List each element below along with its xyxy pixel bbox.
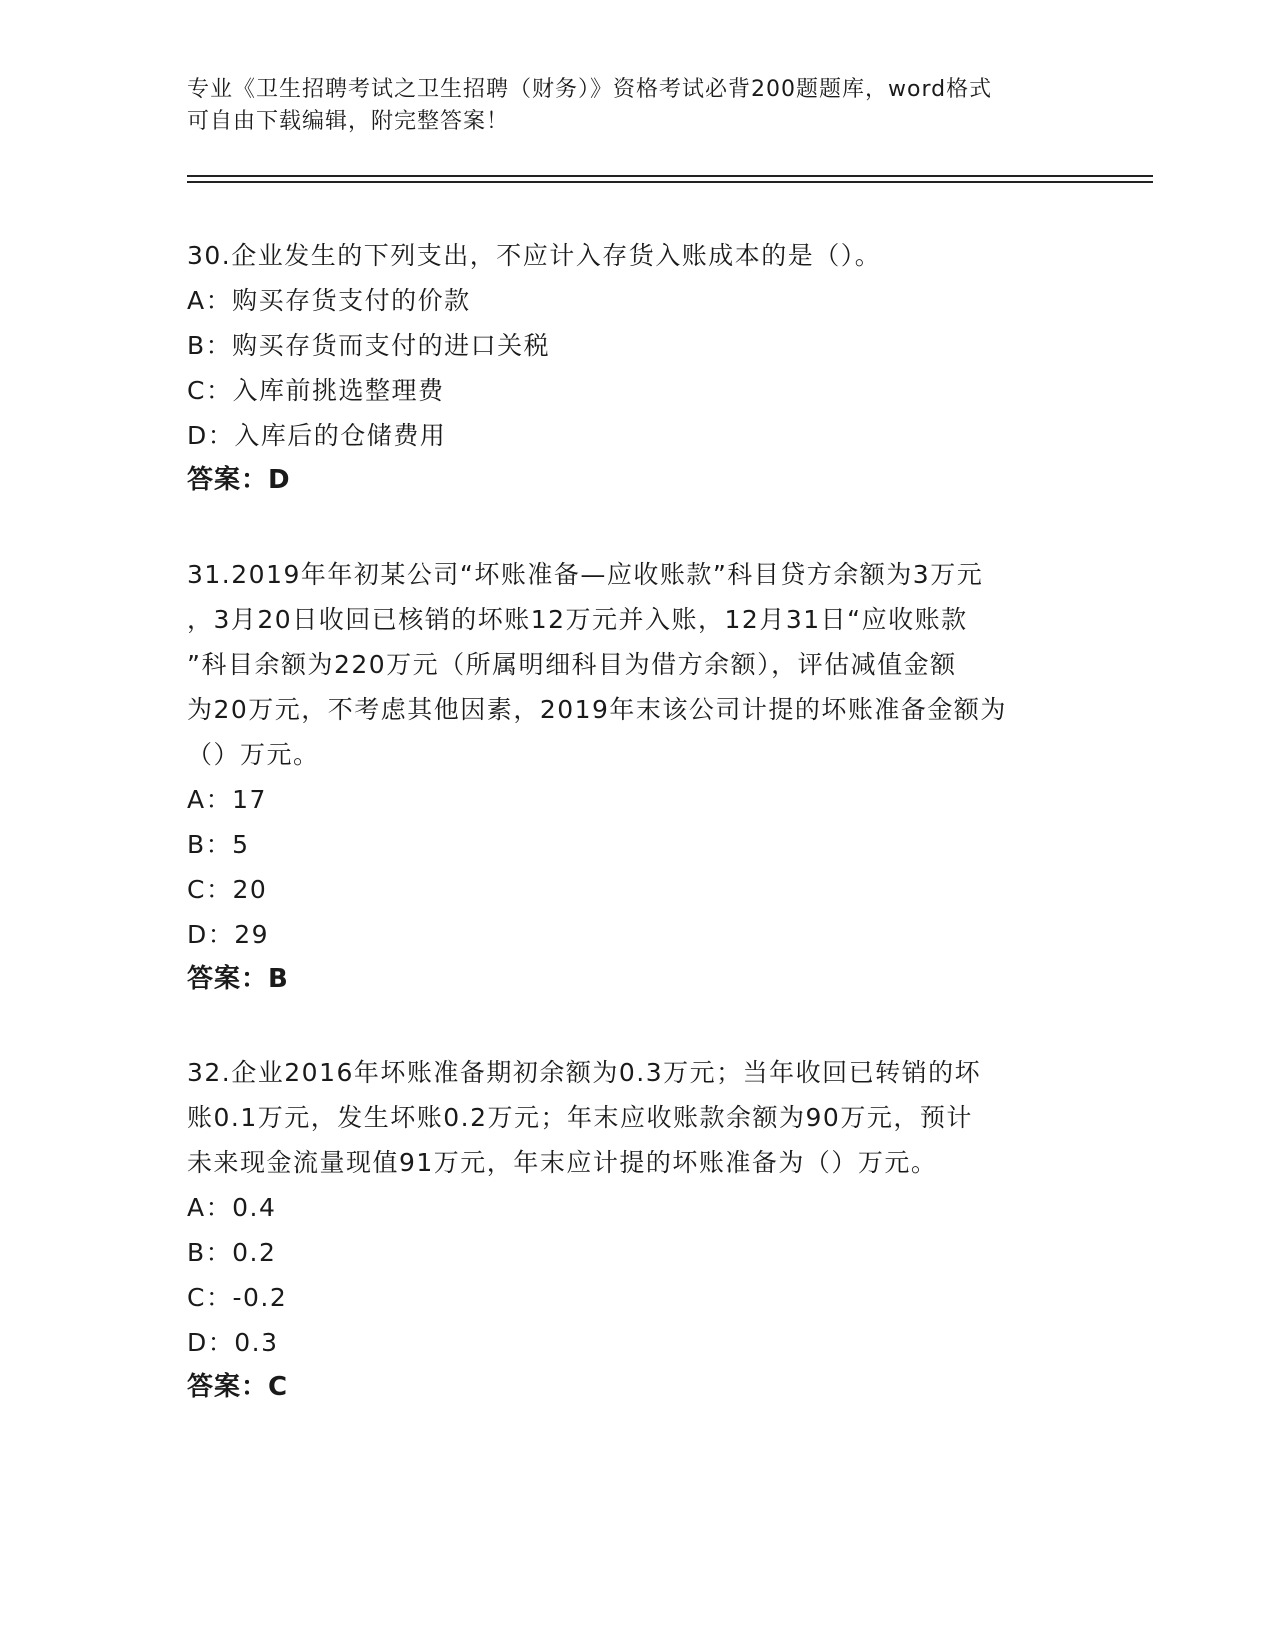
question-stem-line: 30.企业发生的下列支出，不应计入存货入账成本的是（）。: [187, 241, 882, 270]
option-b: B：5: [187, 830, 250, 859]
question-30: [187, 233, 1087, 503]
question-stem-line: 32.企业2016年坏账准备期初余额为0.3万元；当年收回已转销的坏: [187, 1058, 982, 1087]
option-d: D：29: [187, 920, 270, 949]
question-stem-line: （）万元。: [187, 740, 320, 769]
option-a: A：17: [187, 785, 267, 814]
question-stem-line: 未来现金流量现值91万元，年末应计提的坏账准备为（）万元。: [187, 1148, 938, 1177]
option-a: A：购买存货支付的价款: [187, 286, 471, 315]
question-stem-line: 31.2019年年初某公司“坏账准备—应收账款”科目贷方余额为3万元: [187, 560, 984, 589]
header-line-1: 专业《卫生招聘考试之卫生招聘（财务）》资格考试必背200题题库，word格式: [187, 77, 993, 102]
question-32: [187, 1050, 1087, 1410]
option-d: D：0.3: [187, 1328, 279, 1357]
question-31: [187, 552, 1087, 1002]
question-stem-line: 为20万元，不考虑其他因素，2019年末该公司计提的坏账准备金额为: [187, 695, 1007, 724]
option-d: D：入库后的仓储费用: [187, 421, 447, 450]
question-stem-line: ，3月20日收回已核销的坏账12万元并入账，12月31日“应收账款: [187, 605, 968, 634]
answer-label: 答案：C: [187, 1372, 289, 1402]
header-divider-top: [187, 175, 1153, 177]
header-divider-bottom: [187, 181, 1153, 183]
question-stem-line: ”科目余额为220万元（所属明细科目为借方余额），评估减值金额: [187, 650, 957, 679]
option-c: C：-0.2: [187, 1283, 288, 1312]
question-stem-line: 账0.1万元，发生坏账0.2万元；年末应收账款余额为90万元，预计: [187, 1103, 973, 1132]
option-c: C：入库前挑选整理费: [187, 376, 445, 405]
answer-label: 答案：B: [187, 964, 289, 994]
option-c: C：20: [187, 875, 268, 904]
option-b: B：0.2: [187, 1238, 277, 1267]
option-b: B：购买存货而支付的进口关税: [187, 331, 551, 360]
document-header: [187, 74, 1087, 138]
answer-label: 答案：D: [187, 465, 291, 495]
option-a: A：0.4: [187, 1193, 277, 1222]
header-line-2: 可自由下载编辑，附完整答案！: [187, 109, 510, 134]
